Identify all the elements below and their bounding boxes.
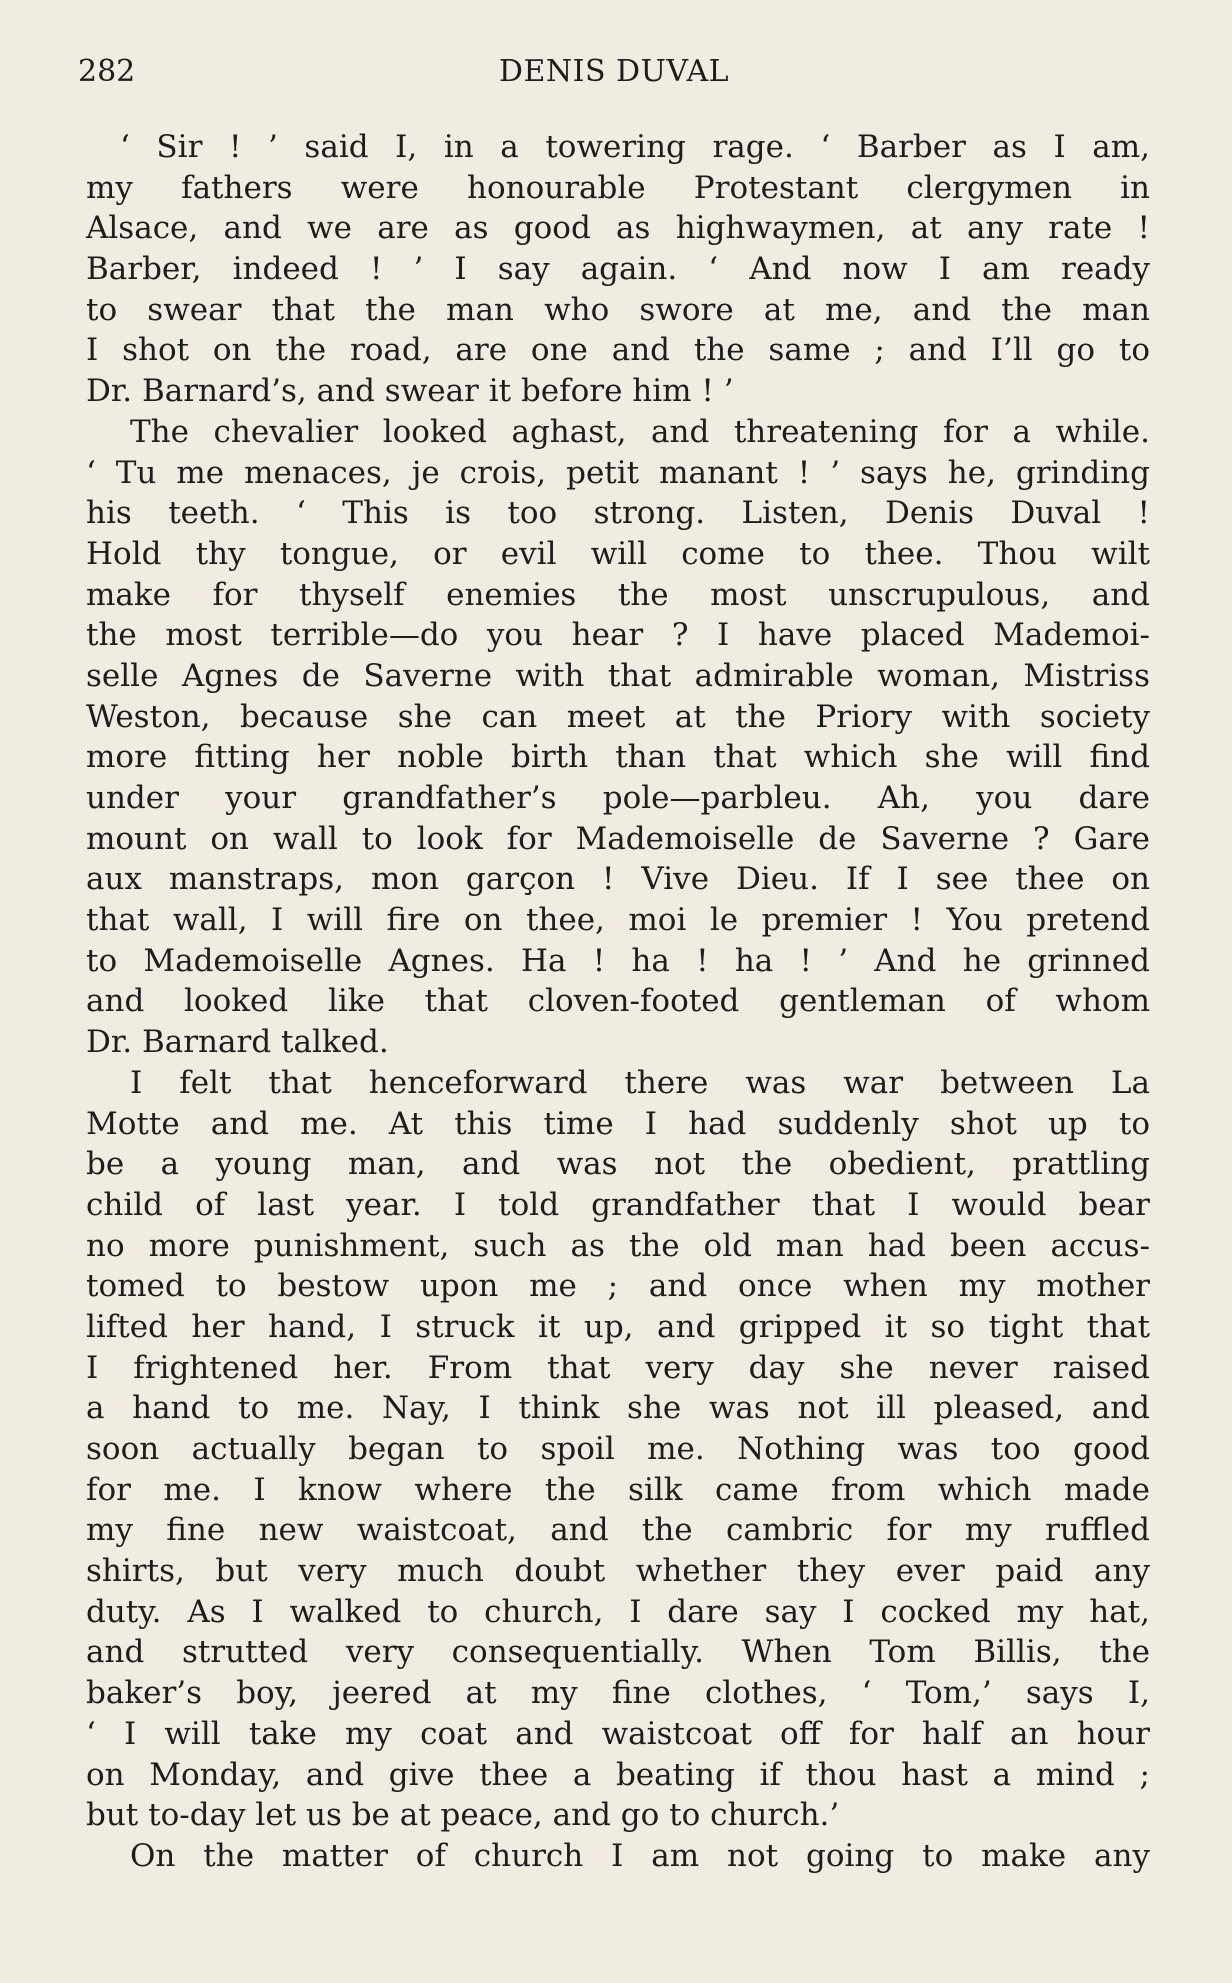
text-line: to Mademoiselle Agnes. Ha ! ha ! ha ! ’ And he grinned (86, 942, 1150, 979)
text-line: a hand to me. Nay, I think she was not ill pleased, and (86, 1390, 1150, 1427)
page-header (78, 52, 1150, 92)
text-line: and strutted very consequentially. When Tom Billis, the (86, 1634, 1150, 1671)
text-line: Weston, because she can meet at the Priory with society (86, 698, 1150, 735)
text-line: to swear that the man who swore at me, and the man (86, 291, 1150, 328)
text-line: ‘ Sir ! ’ said I, in a towering rage. ‘ Barber as I am, (120, 129, 1150, 165)
text-line: Barber, indeed ! ’ I say again. ‘ And now I am ready (86, 251, 1150, 288)
text-line: more fitting her noble birth than that which she will find (86, 739, 1150, 776)
text-line: but to-day let us be at peace, and go to church.’ (86, 1797, 840, 1834)
text-line: Hold thy tongue, or evil will come to thee. Thou wilt (86, 535, 1150, 572)
page-number: 282 (78, 54, 136, 89)
text-line: baker’s boy, jeered at my fine clothes, ‘ Tom,’ says I, (86, 1675, 1150, 1712)
text-line: ‘ Tu me menaces, je crois, petit manant ! ’ says he, grinding (86, 454, 1150, 491)
text-line: make for thyself enemies the most unscrupulous, and (86, 576, 1150, 613)
text-line: soon actually began to spoil me. Nothing was too good (86, 1431, 1150, 1467)
text-line: Motte and me. At this time I had suddenly shot up to (86, 1105, 1150, 1142)
text-line: for me. I know where the silk came from which made (86, 1471, 1150, 1508)
text-line: selle Agnes de Saverne with that admirable woman, Mistriss (86, 657, 1150, 694)
text-line: Alsace, and we are as good as highwaymen, at any rate ! (86, 210, 1150, 247)
text-line: my fine new waistcoat, and the cambric for my ruffled (86, 1512, 1150, 1549)
text-line: aux manstraps, mon garçon ! Vive Dieu. If I see thee on (86, 861, 1150, 898)
text-line: the most terrible—do you hear ? I have placed Mademoi- (86, 617, 1150, 654)
text-line: The chevalier looked aghast, and threatening for a while. (130, 413, 1150, 450)
text-line: be a young man, and was not the obedient, prattling (86, 1146, 1150, 1183)
text-line: I shot on the road, are one and the same ; and I’ll go to (86, 332, 1150, 369)
text-line: and looked like that cloven-footed gentleman of whom (86, 983, 1150, 1020)
text-line: child of last year. I told grandfather that I would bear (86, 1186, 1150, 1223)
text-line: on Monday, and give thee a beating if thou hast a mind ; (86, 1756, 1150, 1793)
text-line: no more punishment, such as the old man had been accus- (86, 1227, 1150, 1264)
text-line: Dr. Barnard talked. (86, 1024, 389, 1061)
text-line: his teeth. ‘ This is too strong. Listen, Denis Duval ! (86, 495, 1150, 532)
text-line: ‘ I will take my coat and waistcoat off for half an hour (86, 1715, 1150, 1752)
body-text (86, 127, 1150, 1877)
text-line: lifted her hand, I struck it up, and gripped it so tight that (86, 1308, 1150, 1345)
text-line: under your grandfather’s pole—parbleu. Ah, you dare (86, 780, 1150, 816)
text-line: Dr. Barnard’s, and swear it before him ! ’ (86, 373, 734, 410)
text-line: mount on wall to look for Mademoiselle de Saverne ? Gare (86, 820, 1150, 857)
text-line: I frightened her. From that very day she never raised (86, 1349, 1150, 1386)
text-line: shirts, but very much doubt whether they ever paid any (86, 1553, 1150, 1590)
text-line: On the matter of church I am not going to make any (130, 1837, 1150, 1874)
text-line: that wall, I will fire on thee, moi le premier ! You pretend (86, 902, 1150, 939)
text-line: tomed to bestow upon me ; and once when my mother (86, 1268, 1150, 1305)
text-line: I felt that henceforward there was war between La (130, 1064, 1150, 1101)
running-head: DENIS DUVAL (498, 54, 730, 89)
text-line: my fathers were honourable Protestant clergymen in (86, 169, 1150, 206)
text-line: duty. As I walked to church, I dare say I cocked my hat, (86, 1593, 1150, 1630)
